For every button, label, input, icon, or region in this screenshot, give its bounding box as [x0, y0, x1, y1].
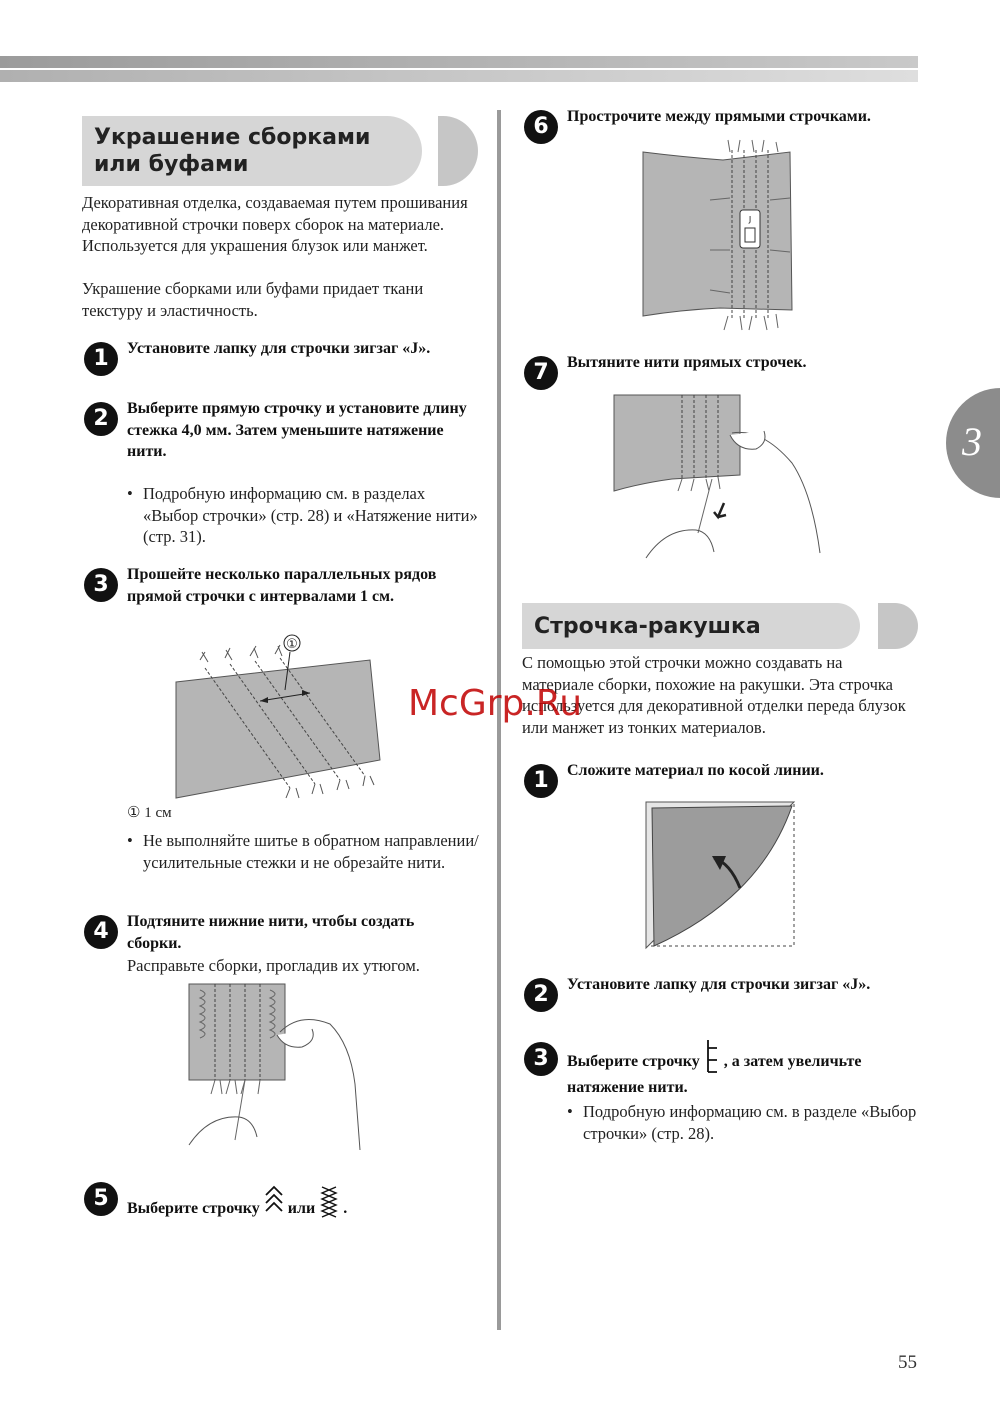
step-number: 2	[84, 402, 118, 436]
pull-threads-illustration	[612, 393, 822, 563]
step-instruction: Прострочите между прямыми строчками.	[567, 108, 871, 125]
parallel-stitches-illustration	[170, 630, 390, 805]
step-number: 3	[524, 1042, 558, 1076]
step-note-bullet: • Не выполняйте шитье в обратном направлении/усилительные стежки и не обрезайте нити.	[127, 830, 488, 873]
shell-tuck-stitch-icon	[704, 1038, 720, 1074]
step-instruction	[127, 1177, 387, 1220]
header-stripe-bottom	[0, 70, 918, 82]
section-intro: С помощью этой строчки можно создавать на материале сборки, похожие на ракушки. Эта строчка используется для декоративной отделки переда блузок или манжет из тонких материалов.	[522, 653, 906, 737]
section-intro: Декоративная отделка, создаваемая путем прошивания декоративной строчки поверх сборок на материале. Используется для украшения блузок или манжет.	[82, 193, 468, 255]
step-number: 1	[84, 342, 118, 376]
step-number: 1	[524, 764, 558, 798]
chapter-number: 3	[962, 419, 982, 464]
step-instruction: Прошейте несколько параллельных рядов прямой строчки с интервалами 1 см.	[127, 566, 437, 605]
honeycomb-stitch-icon	[319, 1183, 339, 1219]
step-number: 6	[524, 110, 558, 144]
callout-marker: ①	[286, 637, 298, 652]
section-heading-smocking	[82, 116, 478, 186]
section-heading-shell-tuck	[522, 603, 918, 649]
fold-bias-illustration	[640, 798, 800, 952]
step-number: 3	[84, 568, 118, 602]
step-number: 5	[84, 1182, 118, 1216]
step-text-before: Выберите строчку	[567, 1053, 700, 1070]
step-number: 4	[84, 915, 118, 949]
step-text-after: .	[343, 1200, 348, 1217]
step-instruction: Установите лапку для строчки зигзаг «J».	[567, 976, 871, 993]
presser-foot-label: J	[748, 215, 752, 224]
step-text-mid: или	[287, 1200, 316, 1217]
step-instruction: Подтяните нижние нити, чтобы создать сборки.	[127, 913, 415, 952]
section-intro-2: Украшение сборками или буфами придает ткани текстуру и эластичность.	[82, 279, 424, 320]
step-number: 7	[524, 356, 558, 390]
page-number: 55	[898, 1352, 917, 1373]
section-title: Строчка-ракушка	[534, 614, 761, 639]
sewing-between-rows-illustration	[640, 140, 800, 330]
header-stripe-top	[0, 56, 918, 68]
step-number: 2	[524, 978, 558, 1012]
step-instruction	[567, 1030, 907, 1101]
gathers-illustration	[185, 980, 365, 1150]
callout-legend: ① 1 см	[127, 805, 172, 821]
section-title: Украшение сборками или буфами	[94, 125, 371, 177]
step-instruction: Выберите прямую строчку и установите длину стежка 4,0 мм. Затем уменьшите натяжение нити.	[127, 400, 467, 460]
step-sub-instruction: Расправьте сборки, прогладив их утюгом.	[127, 956, 420, 975]
smocking-stitch-icon	[264, 1183, 284, 1219]
watermark: McGrp.Ru	[408, 683, 583, 724]
step-note-bullet: • Подробную информацию см. в разделах «Выбор строчки» (стр. 28) и «Натяжение нити» (стр. 31).	[127, 483, 483, 548]
step-instruction: Сложите материал по косой линии.	[567, 762, 824, 779]
step-text-after: , а затем увеличьте натяжение нити.	[567, 1053, 862, 1096]
step-note-bullet: • Подробную информацию см. в разделе «Выбор строчки» (стр. 28).	[567, 1101, 923, 1144]
step-instruction: Установите лапку для строчки зигзаг «J».	[127, 340, 431, 357]
step-text-before: Выберите строчку	[127, 1200, 260, 1217]
step-instruction: Вытяните нити прямых строчек.	[567, 354, 807, 371]
